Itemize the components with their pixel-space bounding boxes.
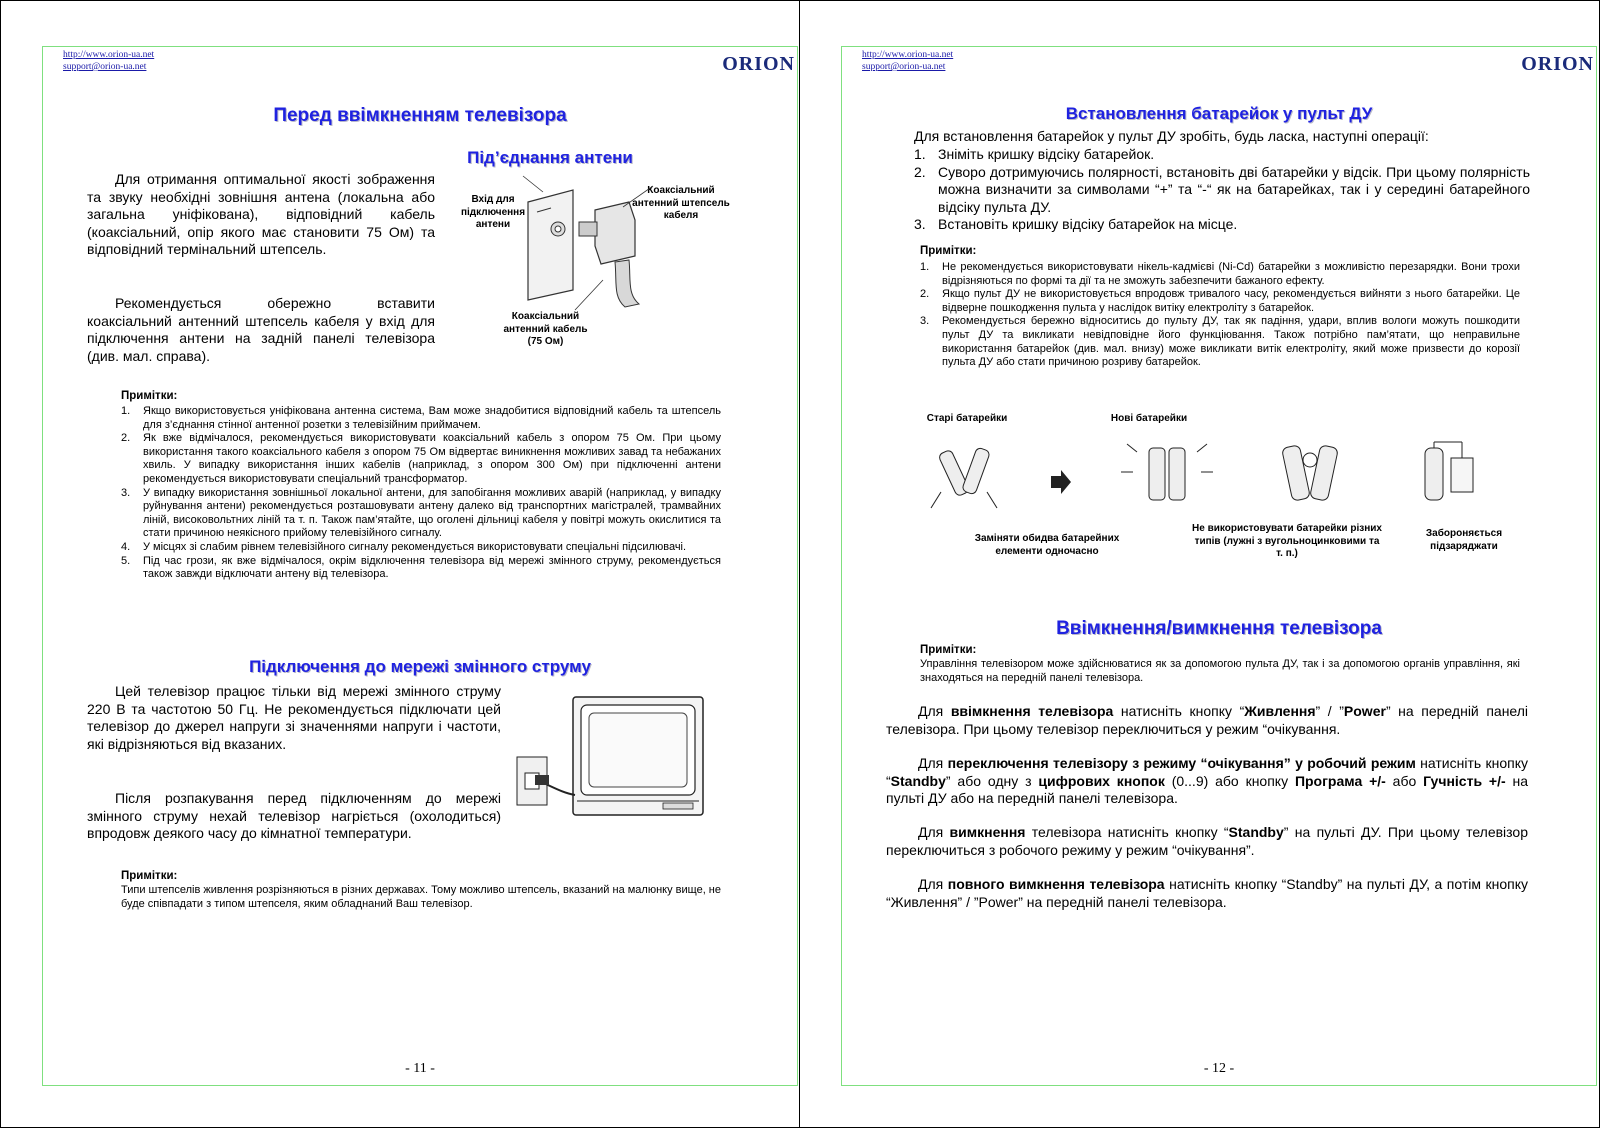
notes-title: Примітки:	[920, 245, 977, 257]
page-number: - 12 -	[1203, 1061, 1235, 1076]
fig-old-batteries-label: Старі батарейки	[926, 413, 1008, 424]
power-paragraph-2: Після розпакування перед підключенням до мережі змінного струму нехай телевізор нагріється (охолодиться) впродовж деякого часу до кімнатної температури.	[87, 790, 501, 841]
arrow-icon	[1051, 470, 1071, 494]
battery-notes-list	[920, 261, 1520, 370]
note-item: 3. У випадку використання зовнішньої локальної антени, для запобігання можливих аварій (наприклад, у випадку руйнування антени) рекомендується розташовувати антену далеко від транспортних магістралей, трамвайних ліній, високовольтних ліній та т. п. Також пам’ятайте, що оголені дільниці кабеля у повітрі можуть окислитися та стати причиною неякісного прийому телевізійного сигналу.	[121, 486, 721, 540]
page-frame	[42, 46, 798, 1086]
power-paragraph-1: Цей телевізор працює тільки від мережі змінного струму 220 В та частотою 50 Гц. Не рекомендується підключати цей телевізор до джерел напруги зі значеннями напруги і частоти, які відрізняються від вказаних.	[87, 683, 501, 752]
antenna-paragraph-1: Для отримання оптимальної якості зображення та звуку необхідні зовнішня антена (локальна або загальна уніфікована), відповідний кабель (коаксіальний, опір якого має становити 75 Ом) та відповідний термінальний штепсель.	[87, 171, 435, 257]
power-heading: Підключення до мережі змінного струму	[249, 657, 591, 676]
note-item: 2. Якщо пульт ДУ не використовується впродовж тривалого часу, рекомендується вийняти з нього батарейки. Це відверне пошкодження пульта у наслідок витіку електроліту з батарейок.	[920, 288, 1520, 314]
antenna-connector-illustration	[513, 172, 663, 312]
caption-no-mixed-types: Не використовувати батарейки різних типів (лужні з вугольноцинковими та т. п.)	[1192, 523, 1382, 559]
standby-to-work-paragraph: Для переключення телевізору з режиму “очікування” у робочий режим натисніть кнопку “Standby” або одну з цифрових кнопок (0...9) або кнопку Програма +/- або Гучність +/- на пульті ДУ або на передній панелі телевізора.	[886, 755, 1529, 806]
fig-new-batteries-label: Нові батарейки	[1110, 413, 1188, 424]
antenna-paragraph-2: Рекомендується обережно вставити коаксіальний антенний штепсель кабеля у вхід для підключення антени на задній панелі телевізора (див. мал. справа).	[87, 295, 435, 364]
antenna-notes-list	[121, 405, 721, 582]
orion-logo: ORION	[722, 53, 795, 75]
power-notes-title: Примітки:	[121, 870, 178, 882]
battery-steps-list	[914, 146, 1530, 234]
note-item: 5. Під час грози, як вже відмічалося, окрім відключення телевізора від мережі змінного струму, рекомендується також завжди відключати антену від телевізора.	[121, 554, 721, 581]
antenna-heading: Під’єднання антени	[467, 148, 633, 167]
page-number: - 11 -	[405, 1061, 435, 1076]
website-link[interactable]: http://www.orion-ua.net	[63, 50, 155, 60]
caption-no-recharging: Забороняється підзаряджати	[1425, 528, 1503, 552]
page-12	[799, 0, 1600, 1128]
page-title: Перед ввімкненням телевізора	[273, 105, 567, 126]
fig-plug-label: Коаксіальний антенний штепсель кабеля	[632, 185, 730, 221]
note-item: 4. У місцях зі слабим рівнем телевізійного сигналу рекомендується використовувати спеціальні підсилювачі.	[121, 540, 687, 553]
header-links	[862, 49, 953, 73]
page-11	[0, 0, 800, 1128]
tv-power-illustration	[513, 687, 713, 827]
header-links	[63, 49, 154, 73]
power-on-paragraph: Для ввімкнення телевізора натисніть кнопку “Живлення” / ”Power” на передній панелі телевізора. При цьому телевізор переключиться у режим “очікування.	[886, 703, 1529, 737]
old-batteries-icon	[931, 447, 997, 508]
new-batteries-icon	[1121, 444, 1213, 500]
orion-logo: ORION	[1521, 53, 1594, 75]
note-item: 1. Якщо використовується уніфікована антенна система, Вам може знадобитися відповідний кабель та штепсель для з’єднання стінної антенної розетки з телевізійним приймачем.	[121, 405, 721, 431]
step-item: 3. Встановіть кришку відсіку батарейок на місце.	[914, 216, 1238, 232]
charging-battery-icon	[1425, 442, 1473, 500]
note-item: 1. Не рекомендується використовувати нікель-кадмієві (Ni-Cd) батарейки з можливістю перезарядки. Вони трохи відрізняються по формі та дії та не зможуть забезпечити бажаного ефекту.	[920, 261, 1520, 287]
battery-illustrations	[927, 442, 1487, 517]
power-notes-text: Типи штепселів живлення розрізняються в різних державах. Тому можливо штепсель, вказаний на малюнку вище, не буде співпадати з типом штепселя, яким обладнаний Ваш телевізор.	[121, 884, 721, 910]
battery-heading: Встановлення батарейок у пульт ДУ	[1065, 104, 1373, 123]
caption-replace-both: Заміняти обидва батарейних елементи одночасно	[974, 533, 1120, 557]
step-item: 2. Суворо дотримуючись полярності, встановіть дві батарейки у відсік. При цьому полярність можна визначити за символами “+” та “-“ як на батарейках, так і у середині батарейного відсіку пульта ДУ.	[914, 163, 1530, 215]
switch-off-paragraph: Для вимкнення телевізора натисніть кнопку “Standby” на пульті ДУ. При цьому телевізор переключиться з робочого режиму у режим “очікування”.	[886, 824, 1528, 858]
onoff-notes-text: Управління телевізором може здійснюватися як за допомогою пульта ДУ, так і за допомогою органів управління, які знаходяться на передній панелі телевізора.	[920, 658, 1520, 684]
note-item: 2. Як вже відмічалося, рекомендується використовувати коаксіальний кабель з опором 75 Ом. При цьому використання такого коаксіального кабеля з опором 75 Ом відвертає виникнення можливих завад та небажаних хвиль. У випадку використання інших кабелів (наприклад, з опором 300 Ом) при підключенні антени рекомендується використовувати спеціальний трансформатор.	[121, 432, 721, 485]
support-email-link[interactable]: support@orion-ua.net	[63, 62, 147, 72]
fighting-batteries-icon	[1282, 445, 1339, 502]
fig-input-label: Вхід для підключення антени	[460, 194, 526, 230]
onoff-heading: Ввімкнення/вимкнення телевізора	[1056, 618, 1382, 639]
step-item: 1. Зніміть кришку відсіку батарейок.	[914, 146, 1155, 162]
website-link[interactable]: http://www.orion-ua.net	[862, 50, 954, 60]
support-email-link[interactable]: support@orion-ua.net	[862, 62, 946, 72]
page-frame	[841, 46, 1597, 1086]
battery-intro: Для встановлення батарейок у пульт ДУ зробіть, будь ласка, наступні операції:	[914, 128, 1429, 144]
onoff-notes-title: Примітки:	[920, 644, 977, 656]
note-item: 3. Рекомендується бережно відноситись до пульту ДУ, так як падіння, удари, вплив вологи можуть пошкодити пульт ДУ та викликати невідповідне його функціювання. Також потрібно пам’ятати, що неправильне використання батарейок (див. мал. внизу) може викликати витік електроліту, який може призвести до корозії пульта ДУ або стати причиною розриву батарейок.	[920, 315, 1520, 369]
notes-title: Примітки:	[121, 390, 178, 402]
fig-cable-label: Коаксіальний антенний кабель (75 Ом)	[503, 311, 588, 347]
full-off-paragraph: Для повного вимкнення телевізора натисніть кнопку “Standby” на пульті ДУ, а потім кнопку “Живлення” / ”Power” на передній панелі телевізора.	[886, 876, 1528, 910]
